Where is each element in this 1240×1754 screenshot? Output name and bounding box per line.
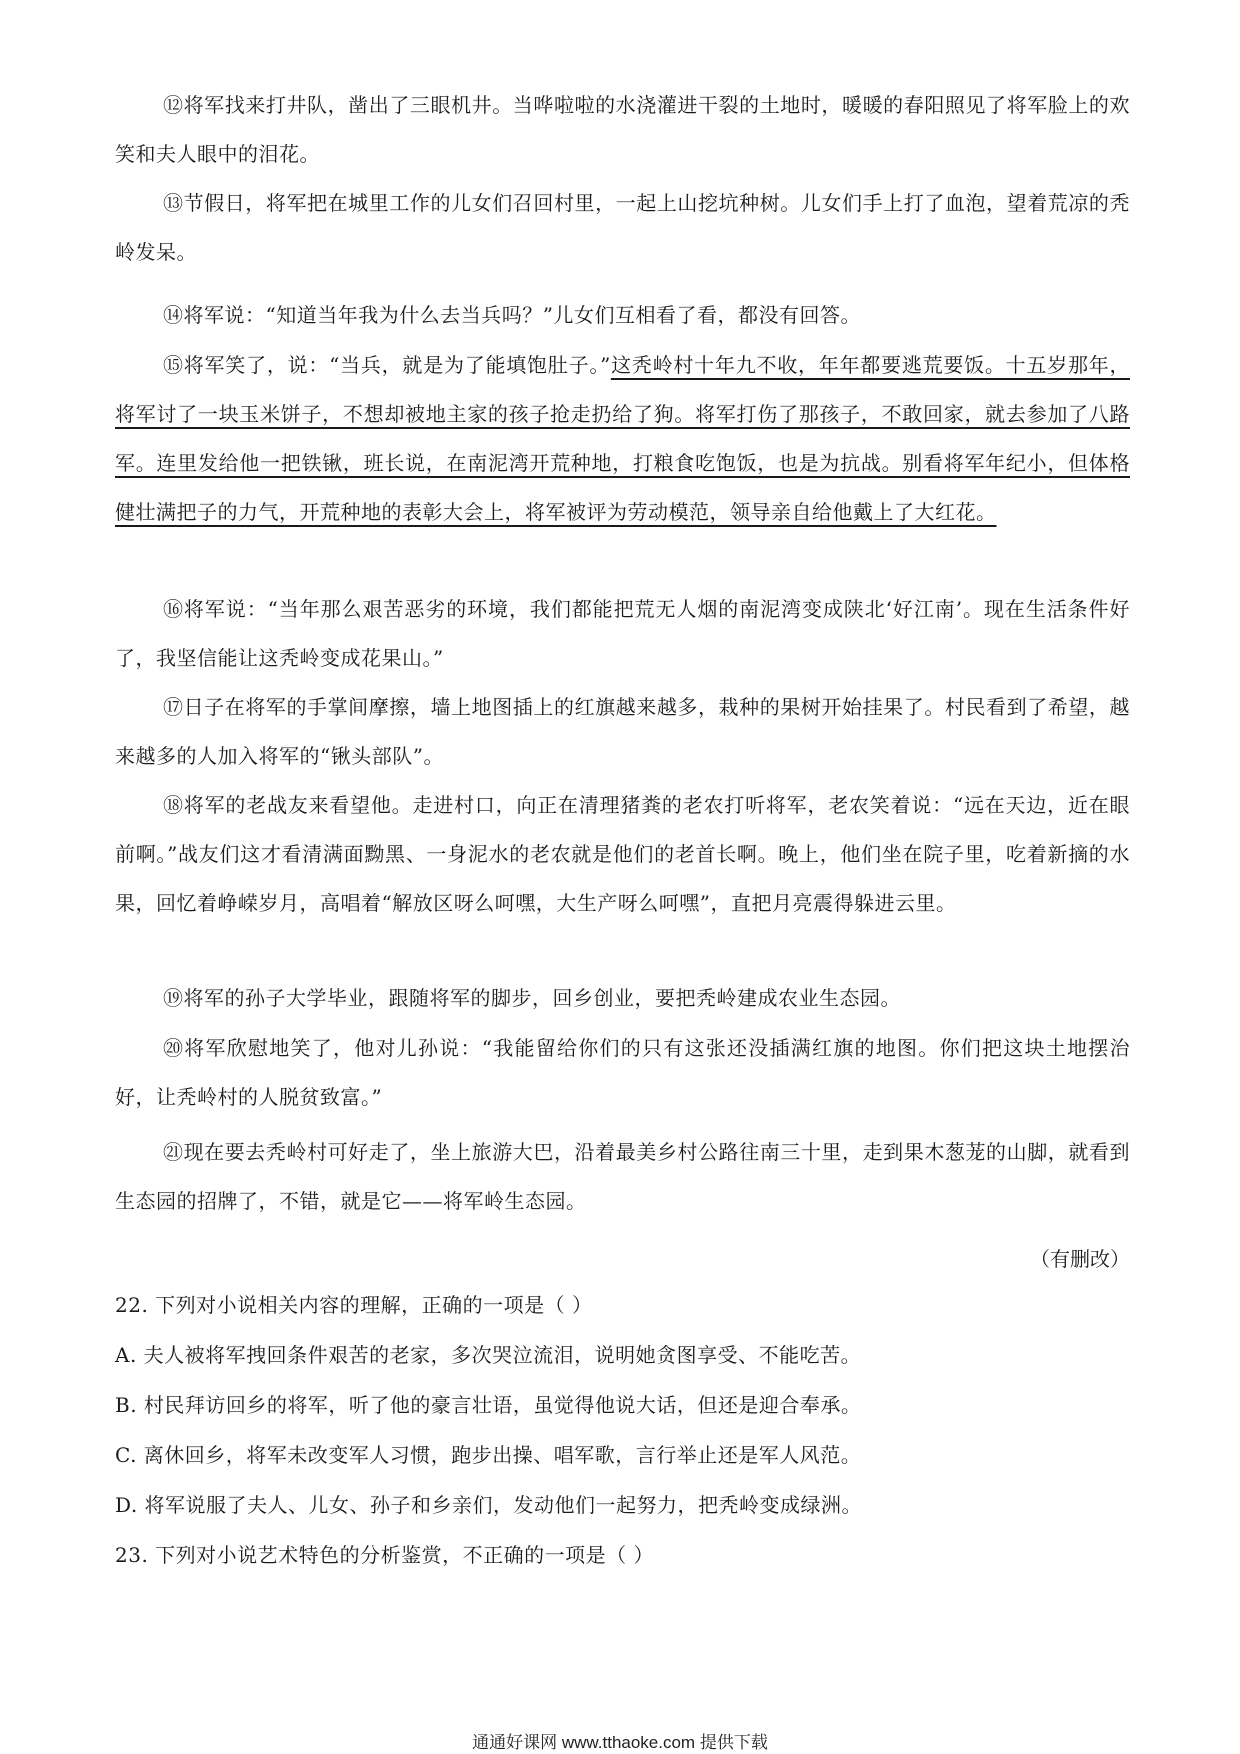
paragraph-15	[115, 341, 1130, 537]
question-22-option-d: D. 将军说服了夫人、儿女、孙子和乡亲们，发动他们一起努力，把秃岭变成绿洲。	[115, 1493, 863, 1517]
question-23: 23. 下列对小说艺术特色的分析鉴赏，不正确的一项是（ ）	[115, 1543, 655, 1567]
paragraph-16: ⑯将军说：“当年那么艰苦恶劣的环境，我们都能把荒无人烟的南泥湾变成陕北‘好江南’。现在生活条件好了，我坚信能让这秃岭变成花果山。”	[115, 597, 1130, 670]
paragraph-21: ㉑现在要去秃岭村可好走了，坐上旅游大巴，沿着最美乡村公路往南三十里，走到果木葱茏的山脚，就看到生态园的招牌了，不错，就是它——将军岭生态园。	[115, 1140, 1130, 1213]
page-footer: 通通好课网 www.tthaoke.com 提供下载	[472, 1733, 768, 1752]
paragraph-15-lead: ⑮将军笑了，说：“当兵，就是为了能填饱肚子。”	[163, 353, 611, 377]
question-22-option-c: C. 离休回乡，将军未改变军人习惯，跑步出操、唱军歌，言行举止还是军人风范。	[115, 1443, 862, 1467]
question-22: 22. 下列对小说相关内容的理解，正确的一项是（ ）	[115, 1293, 593, 1317]
paragraph-12: ⑫将军找来打井队，凿出了三眼机井。当哗啦啦的水浇灌进干裂的土地时，暖暖的春阳照见了将军脸上的欢笑和夫人眼中的泪花。	[115, 93, 1130, 166]
paragraph-13: ⑬节假日，将军把在城里工作的儿女们召回村里，一起上山挖坑种树。儿女们手上打了血泡，望着荒凉的秃岭发呆。	[115, 191, 1130, 264]
paragraph-20: ⑳将军欣慰地笑了，他对儿孙说：“我能留给你们的只有这张还没插满红旗的地图。你们把这块土地摆治好，让秃岭村的人脱贫致富。”	[115, 1036, 1130, 1109]
source-credit: （有删改）	[1030, 1247, 1130, 1271]
paragraph-15-underlined: 这秃岭村十年九不收，年年都要逃荒要饭。十五岁那年，将军讨了一块玉米饼子，不想却被地主家的孩子抢走扔给了狗。将军打伤了那孩子，不敢回家，就去参加了八路军。连里发给他一把铁锹，班长说，在南泥湾开荒种地，打粮食吃饱饭，也是为抗战。别看将军年纪小，但体格健壮满把子的力气，开荒种地的表彰大会上，将军被评为劳动模范，领导亲自给他戴上了大红花。	[115, 353, 1131, 524]
paragraph-17: ⑰日子在将军的手掌间摩擦，墙上地图插上的红旗越来越多，栽种的果树开始挂果了。村民看到了希望，越来越多的人加入将军的“锹头部队”。	[115, 695, 1130, 768]
paragraph-19: ⑲将军的孙子大学毕业，跟随将军的脚步，回乡创业，要把秃岭建成农业生态园。	[163, 986, 901, 1010]
question-22-option-b: B. 村民拜访回乡的将军，听了他的豪言壮语，虽觉得他说大话，但还是迎合奉承。	[115, 1393, 862, 1417]
question-22-option-a: A. 夫人被将军拽回条件艰苦的老家，多次哭泣流泪，说明她贪图享受、不能吃苦。	[115, 1343, 862, 1367]
paragraph-14: ⑭将军说：“知道当年我为什么去当兵吗？”儿女们互相看了看，都没有回答。	[163, 303, 861, 327]
paragraph-18: ⑱将军的老战友来看望他。走进村口，向正在清理猪粪的老农打听将军，老农笑着说：“远在天边，近在眼前啊。”战友们这才看清满面黝黑、一身泥水的老农就是他们的老首长啊。晚上，他们坐在院子里，吃着新摘的水果，回忆着峥嵘岁月，高唱着“解放区呀么呵嘿，大生产呀么呵嘿”，直把月亮震得躲进云里。	[115, 793, 1130, 915]
